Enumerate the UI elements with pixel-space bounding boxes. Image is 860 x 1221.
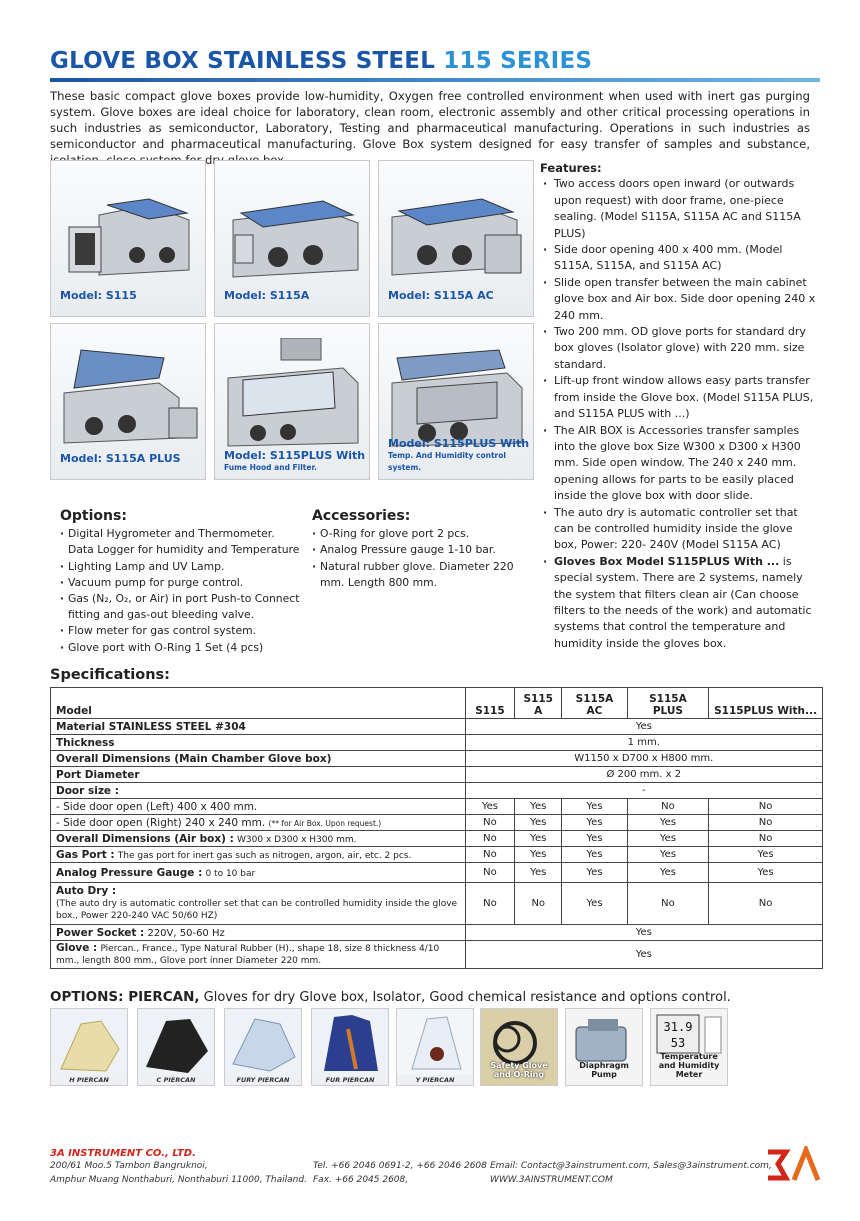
page-title: GLOVE BOX STAINLESS STEEL 115 SERIES — [50, 48, 593, 74]
row-value: Yes — [465, 719, 822, 735]
model-photo-s115plus-temp — [378, 323, 534, 480]
model-caption: Model: S115A PLUS — [60, 452, 181, 465]
table-row — [51, 925, 823, 941]
options-heading: Options: — [60, 508, 127, 524]
title-underline — [50, 78, 820, 82]
row-value: Ø 200 mm. x 2 — [465, 767, 822, 783]
header-cell: S115PLUS With... — [709, 688, 823, 719]
row-label: - Side door open (Left) 400 x 400 mm. — [51, 799, 466, 815]
row-value: No — [465, 847, 515, 863]
table-row — [51, 799, 823, 815]
row-value: No — [709, 799, 823, 815]
option-item: · Vacuum pump for purge control. — [60, 575, 300, 591]
row-label: Analog Pressure Gauge : 0 to 10 bar — [51, 863, 466, 883]
row-value: No — [465, 831, 515, 847]
row-value: Yes — [627, 831, 708, 847]
row-value: No — [709, 831, 823, 847]
table-row — [51, 863, 823, 883]
product-thumb-oring — [480, 1008, 558, 1086]
row-value: Yes — [562, 883, 628, 925]
row-value: Yes — [465, 799, 515, 815]
glove-box-image — [59, 175, 199, 290]
glove-thumb-c — [137, 1008, 215, 1086]
glove-box-image — [223, 338, 363, 453]
table-row — [51, 783, 823, 799]
row-label: Auto Dry : (The auto dry is automatic controller set that can be controlled humidity inside the glove box., Power 220-240 VAC 50/60 HZ) — [51, 883, 466, 925]
accessories-heading: Accessories: — [312, 508, 411, 524]
row-label: Overall Dimensions (Main Chamber Glove box) — [51, 751, 466, 767]
option-item: · Lighting Lamp and UV Lamp. — [60, 559, 300, 575]
row-value: No — [465, 815, 515, 831]
row-label: Overall Dimensions (Air box) : W300 x D300 x H300 mm. — [51, 831, 466, 847]
accessory-item: · Analog Pressure gauge 1-10 bar. — [312, 542, 532, 558]
feature-item: · Two 200 mm. OD glove ports for standard dry box gloves (Isolator glove) with 220 mm. size standard. — [540, 324, 816, 373]
row-value: W1150 x D700 x H800 mm. — [465, 751, 822, 767]
row-value: No — [465, 863, 515, 883]
row-value: Yes — [515, 863, 562, 883]
piercan-options-heading: OPTIONS: PIERCAN, Gloves for dry Glove box, Isolator, Good chemical resistance and options control. — [50, 989, 731, 1005]
accessories-section — [312, 508, 532, 591]
options-section — [60, 508, 300, 656]
accessory-item: · O-Ring for glove port 2 pcs. — [312, 526, 532, 542]
header-cell: S115 — [465, 688, 515, 719]
row-value: Yes — [515, 799, 562, 815]
product-thumb-meter — [650, 1008, 728, 1086]
row-label: Gas Port : The gas port for inert gas such as nitrogen, argon, air, etc. 2 pcs. — [51, 847, 466, 863]
meter-reading-bottom: 53 — [670, 1036, 686, 1050]
table-row — [51, 751, 823, 767]
footer-address: 200/61 Moo.5 Tambon Bangruknoi, Amphur Muang Nonthaburi, Nonthaburi 11000, Thailand. — [50, 1161, 307, 1185]
product-label: Temperature and Humidity Meter — [658, 1052, 720, 1079]
row-value: Yes — [465, 941, 822, 969]
row-label: Door size : — [51, 783, 466, 799]
glove-icon — [51, 1009, 128, 1079]
meter-reading-top: 31.9 — [663, 1020, 693, 1034]
table-row — [51, 883, 823, 925]
feature-item: · The auto dry is automatic controller set that can be controlled humidity inside the glove box, Power: 220- 240V (Model S115A AC) — [540, 505, 816, 554]
table-row — [51, 719, 823, 735]
header-cell: S115A PLUS — [627, 688, 708, 719]
thumb-tag: FUR PIERCAN — [312, 1075, 388, 1085]
option-item: · Digital Hygrometer and Thermometer. Data Logger for humidity and Temperature — [60, 526, 300, 558]
glove-icon — [138, 1009, 215, 1079]
row-value: No — [709, 883, 823, 925]
company-name: 3A INSTRUMENT CO., LTD. — [50, 1148, 196, 1159]
row-label: Material STAINLESS STEEL #304 — [51, 719, 466, 735]
thumb-tag: Y PIERCAN — [397, 1075, 473, 1085]
thumb-tag: C PIERCAN — [138, 1075, 214, 1085]
thumb-tag: FURY PIERCAN — [225, 1075, 301, 1085]
company-logo — [764, 1146, 824, 1186]
row-value: Yes — [627, 815, 708, 831]
row-value: Yes — [515, 815, 562, 831]
header-cell: S115 A — [515, 688, 562, 719]
row-value: Yes — [562, 831, 628, 847]
row-label: Port Diameter — [51, 767, 466, 783]
product-label: Safety Glove and O-Ring — [490, 1061, 548, 1079]
feature-item: · Slide open transfer between the main cabinet glove box and Air box. Side door opening 240 x 240 mm. — [540, 275, 816, 324]
row-value: Yes — [562, 815, 628, 831]
model-caption: Model: S115A AC — [388, 289, 494, 302]
glove-icon — [312, 1009, 389, 1079]
model-photo-s115a — [214, 160, 370, 317]
row-value: - — [465, 783, 822, 799]
model-photo-s115plus-fume — [214, 323, 370, 480]
header-cell: S115A AC — [562, 688, 628, 719]
model-photo-s115a-ac — [378, 160, 534, 317]
table-row — [51, 941, 823, 969]
row-label: - Side door open (Right) 240 x 240 mm. (** for Air Box. Upon request.) — [51, 815, 466, 831]
option-item: · Gas (N₂, O₂, or Air) in port Push-to Connect fitting and gas-out bleeding valve. — [60, 591, 300, 623]
row-value: No — [627, 799, 708, 815]
glove-box-image — [387, 175, 527, 290]
row-value: Yes — [709, 863, 823, 883]
row-value: Yes — [562, 847, 628, 863]
model-caption: Model: S115 — [60, 289, 137, 302]
model-photo-s115 — [50, 160, 206, 317]
glove-icon — [225, 1009, 302, 1079]
row-value: Yes — [465, 925, 822, 941]
row-value: Yes — [562, 863, 628, 883]
model-caption: Model: S115PLUS With Temp. And Humidity control system. — [388, 437, 530, 472]
feature-item: · Two access doors open inward (or outwards upon request) with door frame, one-piece sealing. (Model S115A, S115A AC and S115A PLUS) — [540, 176, 816, 242]
product-thumb-pump — [565, 1008, 643, 1086]
row-label: Glove : Piercan., France., Type Natural Rubber (H)., shape 18, size 8 thickness 4/10 mm., length 800 mm., Glove port inner Diameter 220 mm. — [51, 941, 466, 969]
row-value: No — [709, 815, 823, 831]
row-value: No — [465, 883, 515, 925]
glove-thumb-h — [50, 1008, 128, 1086]
row-value: Yes — [627, 847, 708, 863]
feature-item: · Gloves Box Model S115PLUS With ... is special system. There are 2 systems, namely the system that filters clean air (Can choose filters to the needs of the work) and automatic systems that control the temperature and humidity inside the gloves box. — [540, 554, 816, 652]
feature-item: · Lift-up front window allows easy parts transfer from inside the Glove box. (Model S115A PLUS, and S115A PLUS with ...) — [540, 373, 816, 422]
specifications-table — [50, 687, 823, 969]
table-row — [51, 831, 823, 847]
glove-box-image — [387, 338, 527, 453]
glove-box-image — [59, 338, 199, 453]
specifications-heading: Specifications: — [50, 667, 170, 683]
footer-contact: Email: Contact@3ainstrument.com, Sales@3ainstrument.com, WWW.3AINSTRUMENT.COM — [490, 1161, 772, 1185]
table-row — [51, 847, 823, 863]
header-cell: Model — [51, 688, 466, 719]
product-label: Diaphragm Pump — [579, 1061, 629, 1079]
row-value: No — [515, 883, 562, 925]
intro-paragraph: These basic compact glove boxes provide low-humidity, Oxygen free controlled environment when used with inert gas purging system. Glove boxes are ideal choice for laboratory, clean room, electronic assembly and other critical processing operations in such industries as semiconductor, Laboratory, Testing and pharmaceutical manufacturing. Operations in such industries as semiconductor and pharmaceutical manufacturing. Glove Box system designed for easy transfer of samples and substance, — [50, 89, 810, 151]
option-item: · Flow meter for gas control system. — [60, 623, 300, 639]
row-label: Power Socket : 220V, 50-60 Hz — [51, 925, 466, 941]
feature-item: · Side door opening 400 x 400 mm. (Model S115A, S115A, and S115A AC) — [540, 242, 816, 275]
glove-thumb-fur — [311, 1008, 389, 1086]
glove-thumb-y — [396, 1008, 474, 1086]
row-value: Yes — [562, 799, 628, 815]
glove-icon — [397, 1009, 474, 1079]
table-row — [51, 767, 823, 783]
option-item: · Glove port with O-Ring 1 Set (4 pcs) — [60, 640, 300, 656]
features-section — [540, 160, 816, 652]
row-value: Yes — [627, 863, 708, 883]
feature-item: · The AIR BOX is Accessories transfer samples into the glove box Size W300 x D300 x H300 mm. Side open window. The 240 x 240 mm. opening allows for parts to be easily placed inside the glove box with door slide. — [540, 423, 816, 505]
row-value: 1 mm. — [465, 735, 822, 751]
row-label: Thickness — [51, 735, 466, 751]
row-value: Yes — [709, 847, 823, 863]
table-row — [51, 735, 823, 751]
table-header-row — [51, 688, 823, 719]
model-caption: Model: S115PLUS With Fume Hood and Filter. — [224, 449, 366, 472]
row-value: Yes — [515, 847, 562, 863]
model-photo-s115a-plus — [50, 323, 206, 480]
glove-thumb-fury — [224, 1008, 302, 1086]
accessory-item: · Natural rubber glove. Diameter 220 mm. Length 800 mm. — [312, 559, 532, 591]
features-heading: Features: — [540, 161, 602, 175]
model-caption: Model: S115A — [224, 289, 310, 302]
footer-phone: Tel. +66 2046 0691-2, +66 2046 2608 Fax. +66 2045 2608, — [313, 1161, 487, 1185]
table-row — [51, 815, 823, 831]
thumb-tag: H PIERCAN — [51, 1075, 127, 1085]
row-value: Yes — [515, 831, 562, 847]
row-value: No — [627, 883, 708, 925]
glove-box-image — [223, 175, 363, 290]
